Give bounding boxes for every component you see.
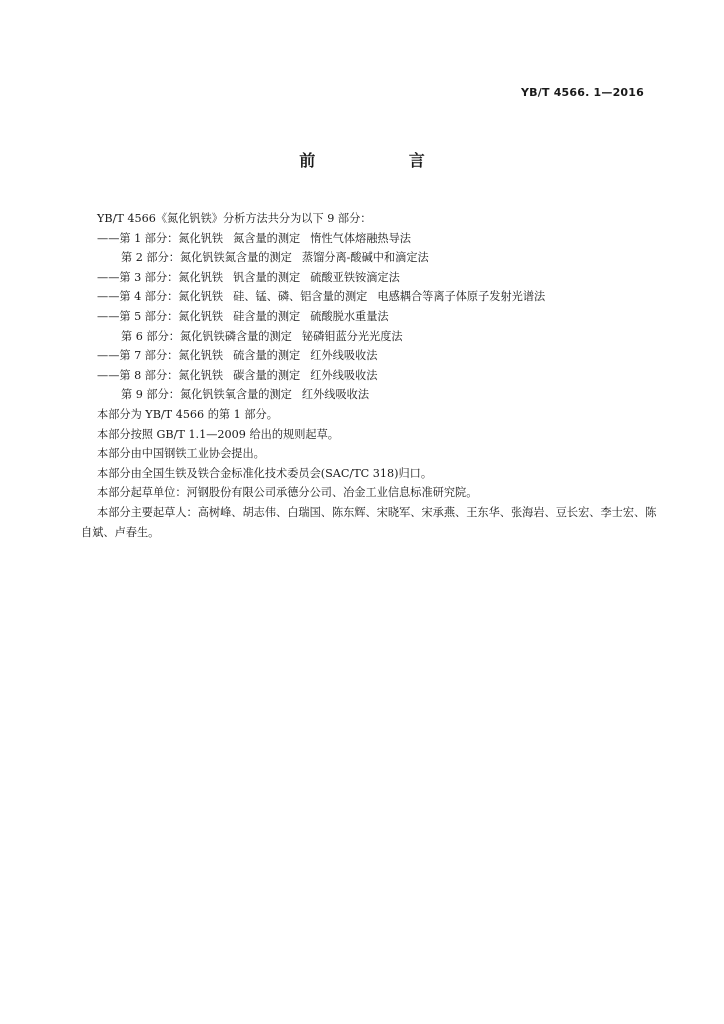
part-label: 第 9 部分：氮化钒铁 [121,388,225,402]
part-method: 红外线吸收法 [310,368,378,382]
statement-drafting-rules: 本部分按照 GB/T 1.1—2009 给出的规则起草。 [97,427,339,441]
list-prefix: —— [97,349,120,363]
part-item: 钒含量的测定 [233,270,301,284]
statement-drafting-units: 本部分起草单位：河钢股份有限公司承德分公司、冶金工业信息标准研究院。 [97,486,478,500]
part-method: 硫酸亚铁铵滴定法 [310,270,400,284]
list-prefix: —— [97,290,120,304]
list-item [97,268,657,288]
part-method: 电感耦合等离子体原子发射光谱法 [377,290,546,304]
part-label: 第 3 部分：氮化钒铁 [119,270,224,284]
list-prefix: —— [97,368,120,382]
intro-line: YB/T 4566《氮化钒铁》分析方法共分为以下 9 部分： [97,212,372,225]
list-item [97,327,657,347]
part-label: 第 8 部分：氮化钒铁 [119,368,224,382]
list-item [97,385,657,405]
part-label: 第 1 部分：氮化钒铁 [119,231,224,245]
part-label: 第 4 部分：氮化钒铁 [119,290,224,304]
foreword-body [81,209,657,542]
part-label: 第 7 部分：氮化钒铁 [119,349,224,363]
part-label: 第 5 部分：氮化钒铁 [119,309,224,323]
document-code: YB/T 4566. 1—2016 [521,86,644,99]
part-method: 红外线吸收法 [301,388,370,402]
statement-committee: 本部分由全国生铁及铁合金标准化技术委员会(SAC/TC 318)归口。 [97,466,433,480]
parts-list [97,229,657,405]
part-method: 铋磷钼蓝分光光度法 [301,329,403,343]
statement-drafters: 本部分主要起草人：高树峰、胡志伟、白瑞国、陈东辉、宋晓军、宋承燕、王东华、张海岩、豆长宏、李士宏、陈自斌、卢春生。 [81,505,657,539]
list-prefix: —— [97,231,120,245]
part-item: 硅含量的测定 [233,309,301,323]
part-item: 氮含量的测定 [233,231,301,245]
part-method: 蒸馏分离-酸碱中和滴定法 [301,251,429,265]
part-item: 碳含量的测定 [233,368,301,382]
list-prefix: —— [97,309,120,323]
list-item [97,229,657,249]
list-item [97,366,657,386]
part-item: 磷含量的测定 [224,329,292,343]
list-item [97,307,657,327]
part-method: 惰性气体熔融热导法 [310,231,411,245]
list-item [97,287,657,307]
part-item: 氮含量的测定 [224,251,292,265]
statement-proposer: 本部分由中国钢铁工业协会提出。 [97,447,265,461]
page-title: 前 言 [299,151,469,170]
part-method: 红外线吸收法 [310,349,378,363]
list-item [97,248,657,268]
part-item: 硫含量的测定 [233,349,301,363]
part-label: 第 2 部分：氮化钒铁 [121,251,225,265]
part-item: 氧含量的测定 [224,388,292,402]
list-prefix: —— [97,270,120,284]
statement-part-number: 本部分为 YB/T 4566 的第 1 部分。 [97,407,278,421]
part-item: 硅、锰、磷、铝含量的测定 [233,290,368,304]
list-item [97,346,657,366]
part-method: 硫酸脱水重量法 [310,309,389,323]
part-label: 第 6 部分：氮化钒铁 [121,329,225,343]
